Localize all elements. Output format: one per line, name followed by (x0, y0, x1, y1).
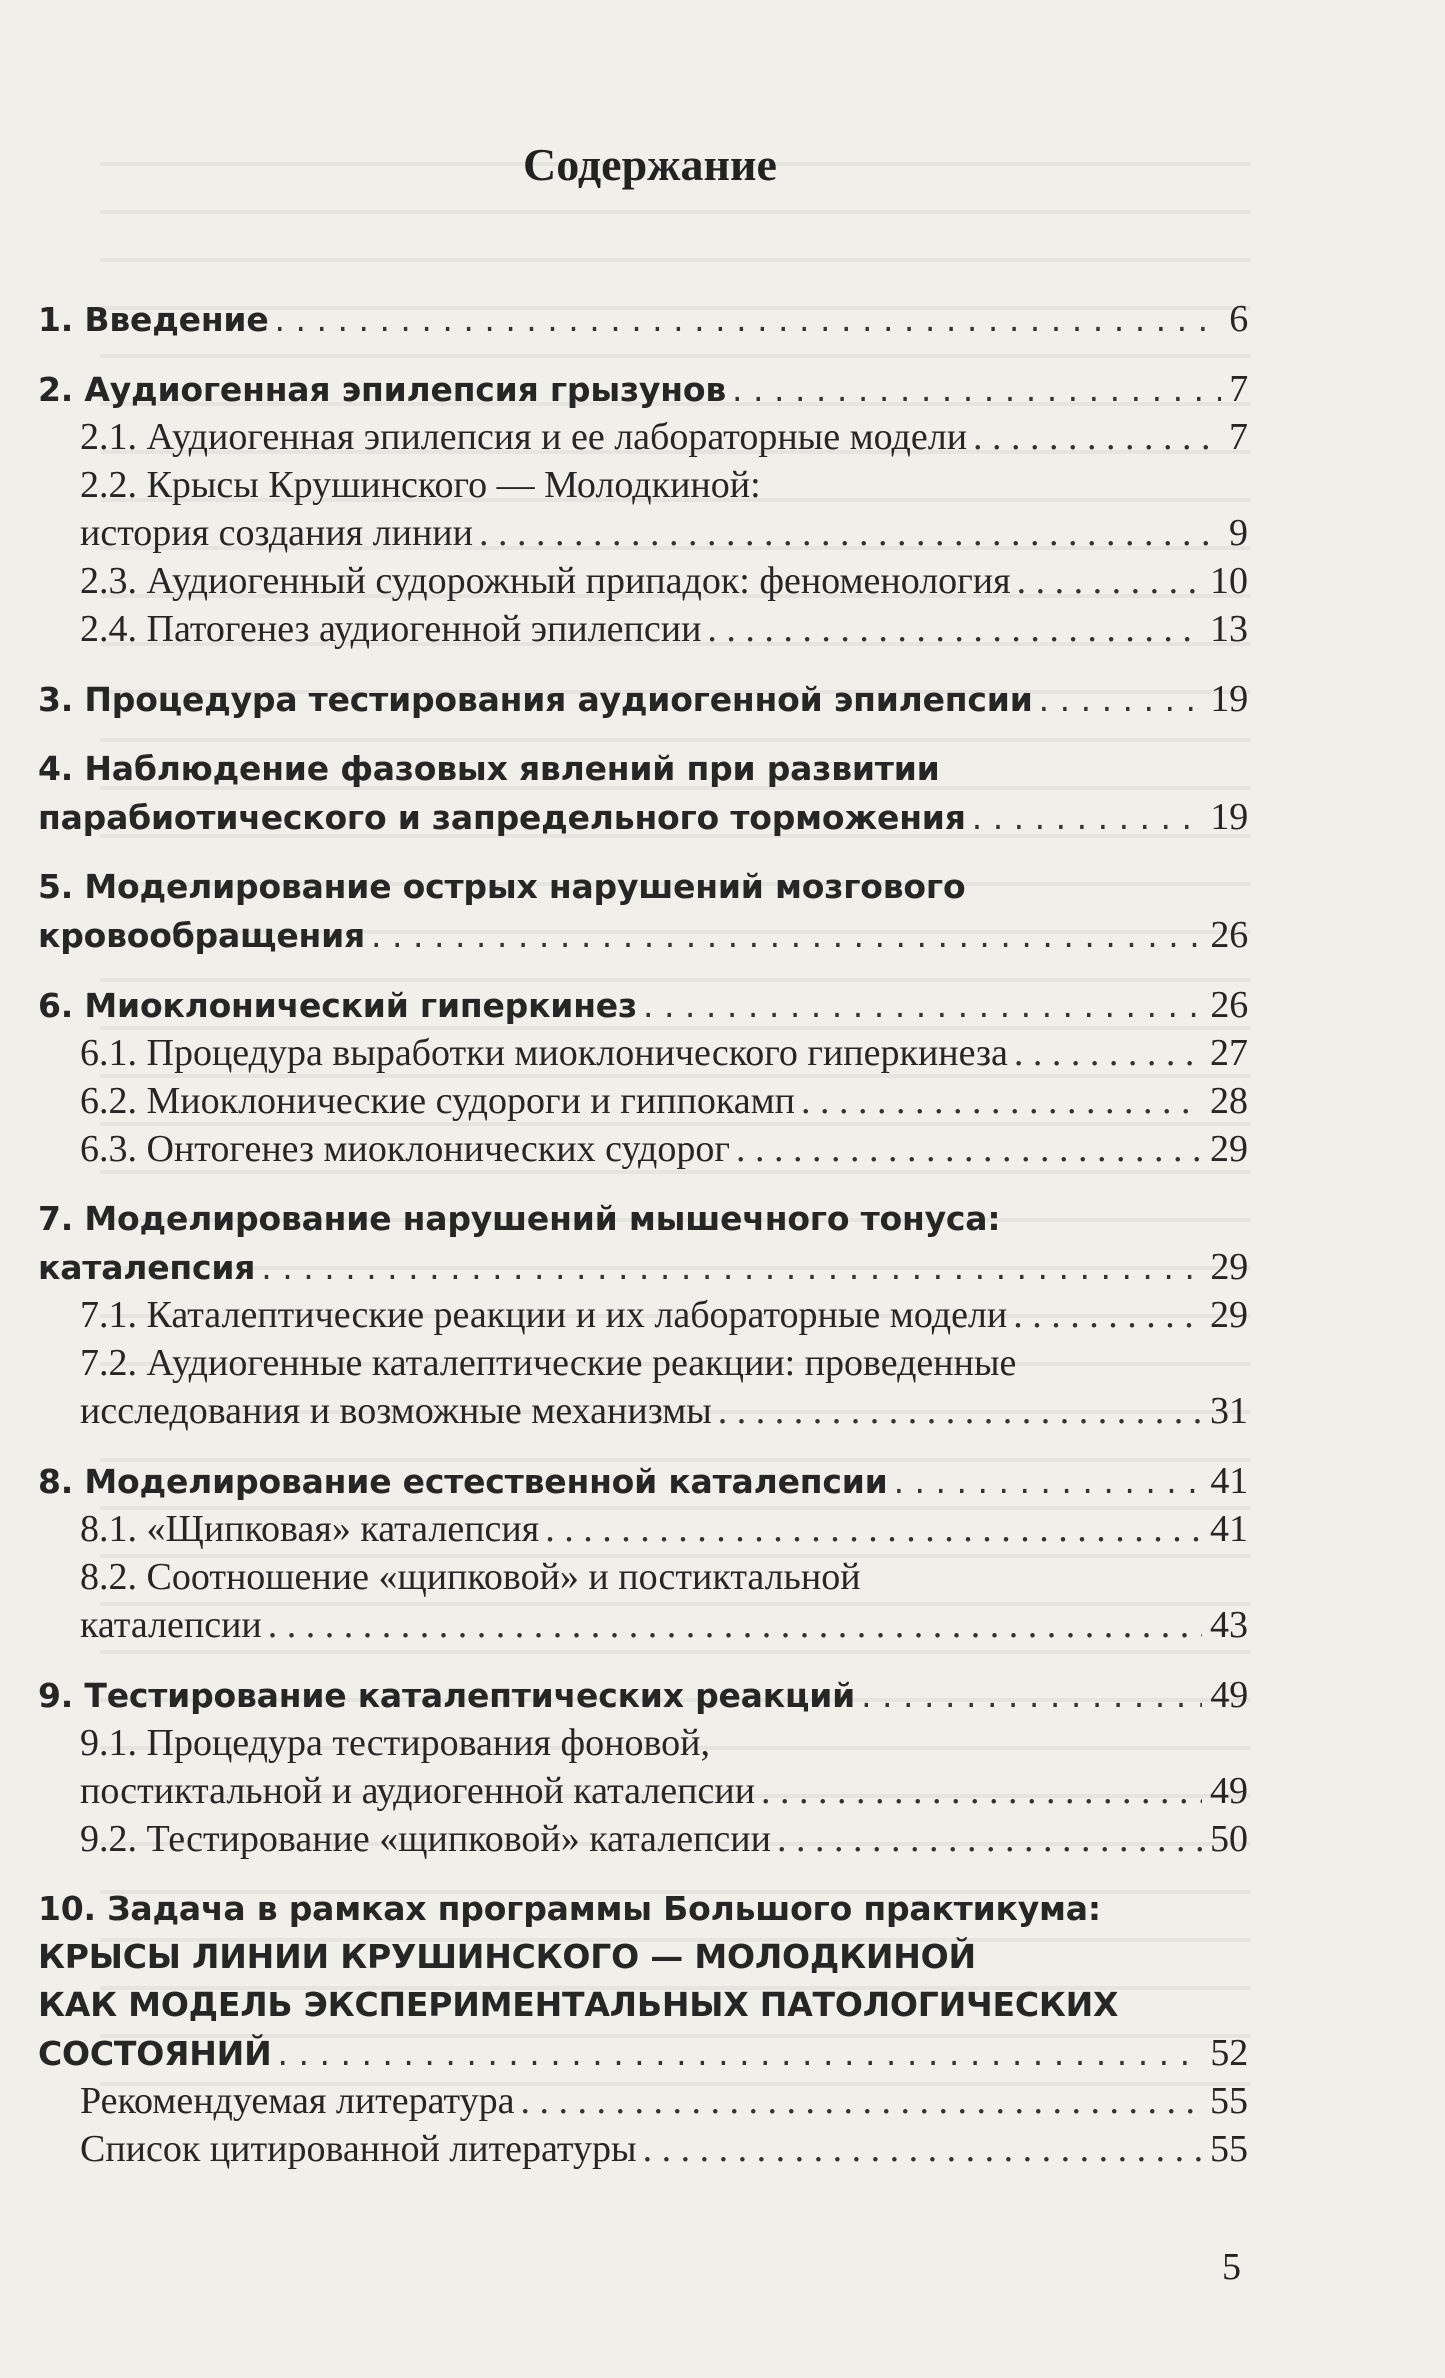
toc-section (38, 461, 1248, 557)
toc-page-number: 49 (1210, 1674, 1248, 1716)
toc-line (38, 1671, 1248, 1719)
table-of-contents (38, 295, 1248, 2173)
toc-page-number: 13 (1210, 608, 1248, 650)
toc-line (38, 1339, 1248, 1387)
toc-line (38, 2077, 1248, 2125)
toc-entry-text: 2.1. Аудиогенная эпилепсия и ее лабораторные модели (80, 416, 968, 458)
toc-entry-text: 2. Аудиогенная эпилепсия грызунов (38, 370, 726, 409)
toc-entry-text: КРЫСЫ ЛИНИИ КРУШИНСКОГО — МОЛОДКИНОЙ (38, 1937, 976, 1976)
toc-line (38, 745, 1248, 793)
toc-line (38, 1553, 1248, 1601)
toc-line (38, 1077, 1248, 1125)
toc-page-number: 7 (1229, 416, 1248, 458)
dot-leader (972, 794, 1203, 842)
dot-leader (261, 1244, 1202, 1292)
toc-entry-text: 9.2. Тестирование «щипковой» каталепсии (80, 1818, 771, 1860)
toc-page-number: 19 (1210, 796, 1248, 838)
toc-page-number: 27 (1210, 1032, 1248, 1074)
toc-line (38, 1457, 1248, 1505)
toc-line (38, 557, 1248, 605)
dot-leader (973, 413, 1221, 461)
toc-entry-text: исследования и возможные механизмы (80, 1390, 712, 1432)
dot-leader (1014, 1029, 1202, 1077)
toc-page-number: 29 (1210, 1294, 1248, 1336)
toc-entry-text: каталепсия (38, 1248, 256, 1287)
toc-page-number: 50 (1210, 1818, 1248, 1860)
toc-line (38, 911, 1248, 959)
toc-section (38, 557, 1248, 605)
toc-section (38, 1815, 1248, 1863)
toc-entry-text: 9.1. Процедура тестирования фоновой, (80, 1722, 711, 1764)
toc-line (38, 1601, 1248, 1649)
toc-page-number: 28 (1210, 1080, 1248, 1122)
toc-line (38, 863, 1248, 911)
toc-section (38, 1339, 1248, 1435)
toc-line (38, 1125, 1248, 1173)
toc-page-number: 55 (1210, 2080, 1248, 2122)
dot-leader (278, 2030, 1203, 2078)
toc-page-number: 19 (1210, 678, 1248, 720)
toc-line (38, 1243, 1248, 1291)
toc-line (38, 413, 1248, 461)
toc-line (38, 793, 1248, 841)
toc-chapter (38, 863, 1248, 959)
toc-entry-text: 7.2. Аудиогенные каталептические реакции: проведенные (80, 1342, 1017, 1384)
toc-entry-text: СОСТОЯНИЙ (38, 2034, 272, 2073)
toc-page-number: 7 (1229, 368, 1248, 410)
dot-leader (275, 296, 1222, 344)
toc-page-number: 6 (1229, 298, 1248, 340)
toc-line (38, 1933, 1248, 1981)
toc-section (38, 1125, 1248, 1173)
toc-page-number: 9 (1229, 512, 1248, 554)
toc-line (38, 2029, 1248, 2077)
toc-entry-text: 8.1. «Щипковая» каталепсия (80, 1508, 540, 1550)
page-number: 5 (1222, 2246, 1241, 2288)
dot-leader (777, 1815, 1202, 1863)
toc-line (38, 1981, 1248, 2029)
toc-entry-text: 6. Миоклонический гиперкинез (38, 986, 637, 1025)
toc-line (38, 1029, 1248, 1077)
toc-entry-text: 1. Введение (38, 300, 269, 339)
toc-entry-text: 6.2. Миоклонические судороги и гиппокамп (80, 1080, 795, 1122)
toc-section (38, 1029, 1248, 1077)
dot-leader (732, 366, 1221, 414)
toc-entry-text: история создания линии (80, 512, 473, 554)
toc-line (38, 2125, 1248, 2173)
toc-line (38, 1291, 1248, 1339)
toc-entry-text: 2.2. Крысы Крушинского — Молодкиной: (80, 464, 761, 506)
toc-entry-text: 4. Наблюдение фазовых явлений при развитии (38, 749, 940, 788)
toc-entry-text: 6.1. Процедура выработки миоклонического гиперкинеза (80, 1032, 1008, 1074)
dot-leader (1017, 557, 1202, 605)
dot-leader (643, 2125, 1202, 2173)
dot-leader (1013, 1291, 1202, 1339)
toc-line (38, 605, 1248, 653)
dot-leader (521, 2077, 1202, 2125)
toc-entry-text: парабиотического и запредельного торможения (38, 798, 966, 837)
toc-line (38, 295, 1248, 343)
toc-section (38, 1077, 1248, 1125)
toc-entry-text: 8.2. Соотношение «щипковой» и постиктальной (80, 1556, 861, 1598)
dot-leader (545, 1505, 1202, 1553)
dot-leader (801, 1077, 1202, 1125)
toc-line (38, 509, 1248, 557)
toc-page-number: 29 (1210, 1128, 1248, 1170)
toc-page-number: 31 (1210, 1390, 1248, 1432)
toc-page-number: 26 (1210, 914, 1248, 956)
toc-chapter (38, 1671, 1248, 1719)
toc-entry-text: 10. Задача в рамках программы Большого практикума: (38, 1889, 1101, 1928)
toc-page-number: 55 (1210, 2128, 1248, 2170)
dot-leader (707, 605, 1202, 653)
toc-line (38, 1815, 1248, 1863)
toc-entry-text: КАК МОДЕЛЬ ЭКСПЕРИМЕНТАЛЬНЫХ ПАТОЛОГИЧЕСКИХ (38, 1985, 1119, 2024)
toc-line (38, 365, 1248, 413)
toc-section (38, 1291, 1248, 1339)
dot-leader (268, 1601, 1202, 1649)
toc-chapter (38, 1195, 1248, 1291)
toc-page-number: 52 (1210, 2032, 1248, 2074)
toc-entry-text: кровообращения (38, 916, 366, 955)
dot-leader (371, 912, 1202, 960)
toc-entry-text: 3. Процедура тестирования аудиогенной эпилепсии (38, 680, 1033, 719)
toc-page-number: 41 (1210, 1460, 1248, 1502)
toc-chapter (38, 365, 1248, 413)
toc-section (38, 1719, 1248, 1815)
toc-chapter (38, 1457, 1248, 1505)
toc-entry-text: 2.4. Патогенез аудиогенной эпилепсии (80, 608, 702, 650)
toc-section (38, 605, 1248, 653)
dot-leader (718, 1387, 1202, 1435)
dot-leader (643, 982, 1202, 1030)
toc-chapter (38, 295, 1248, 343)
toc-page-number: 41 (1210, 1508, 1248, 1550)
toc-section (38, 2077, 1248, 2125)
toc-entry-text: 5. Моделирование острых нарушений мозгового (38, 867, 966, 906)
toc-entry-text: 9. Тестирование каталептических реакций (38, 1676, 856, 1715)
toc-page-number: 10 (1210, 560, 1248, 602)
dot-leader (736, 1125, 1202, 1173)
toc-page-number: 26 (1210, 984, 1248, 1026)
toc-entry-text: каталепсии (80, 1604, 262, 1646)
toc-entry-text: постиктальной и аудиогенной каталепсии (80, 1770, 756, 1812)
dot-leader (894, 1458, 1203, 1506)
toc-line (38, 981, 1248, 1029)
toc-line (38, 1195, 1248, 1243)
dot-leader (479, 509, 1221, 557)
toc-page-number: 29 (1210, 1246, 1248, 1288)
toc-entry-text: 2.3. Аудиогенный судорожный припадок: феноменология (80, 560, 1011, 602)
toc-chapter (38, 745, 1248, 841)
toc-entry-text: 6.3. Онтогенез миоклонических судорог (80, 1128, 730, 1170)
toc-page-number: 43 (1210, 1604, 1248, 1646)
dot-leader (861, 1672, 1202, 1720)
toc-line (38, 1719, 1248, 1767)
dot-leader (761, 1767, 1202, 1815)
toc-entry-text: 7.1. Каталептические реакции и их лабораторные модели (80, 1294, 1008, 1336)
toc-line (38, 1767, 1248, 1815)
dot-leader (1039, 676, 1203, 724)
toc-chapter (38, 981, 1248, 1029)
toc-line (38, 461, 1248, 509)
toc-entry-text: Список цитированной литературы (80, 2128, 637, 2170)
toc-section (38, 2125, 1248, 2173)
toc-section (38, 1505, 1248, 1553)
toc-line (38, 1505, 1248, 1553)
toc-page-number: 49 (1210, 1770, 1248, 1812)
toc-section (38, 1553, 1248, 1649)
toc-entry-text: Рекомендуемая литература (80, 2080, 515, 2122)
toc-entry-text: 7. Моделирование нарушений мышечного тонуса: (38, 1199, 1001, 1238)
page-title: Содержание (523, 139, 777, 190)
toc-section (38, 413, 1248, 461)
toc-chapter (38, 1885, 1248, 2077)
toc-line (38, 1885, 1248, 1933)
toc-entry-text: 8. Моделирование естественной каталепсии (38, 1462, 888, 1501)
toc-chapter (38, 675, 1248, 723)
toc-line (38, 675, 1248, 723)
toc-line (38, 1387, 1248, 1435)
